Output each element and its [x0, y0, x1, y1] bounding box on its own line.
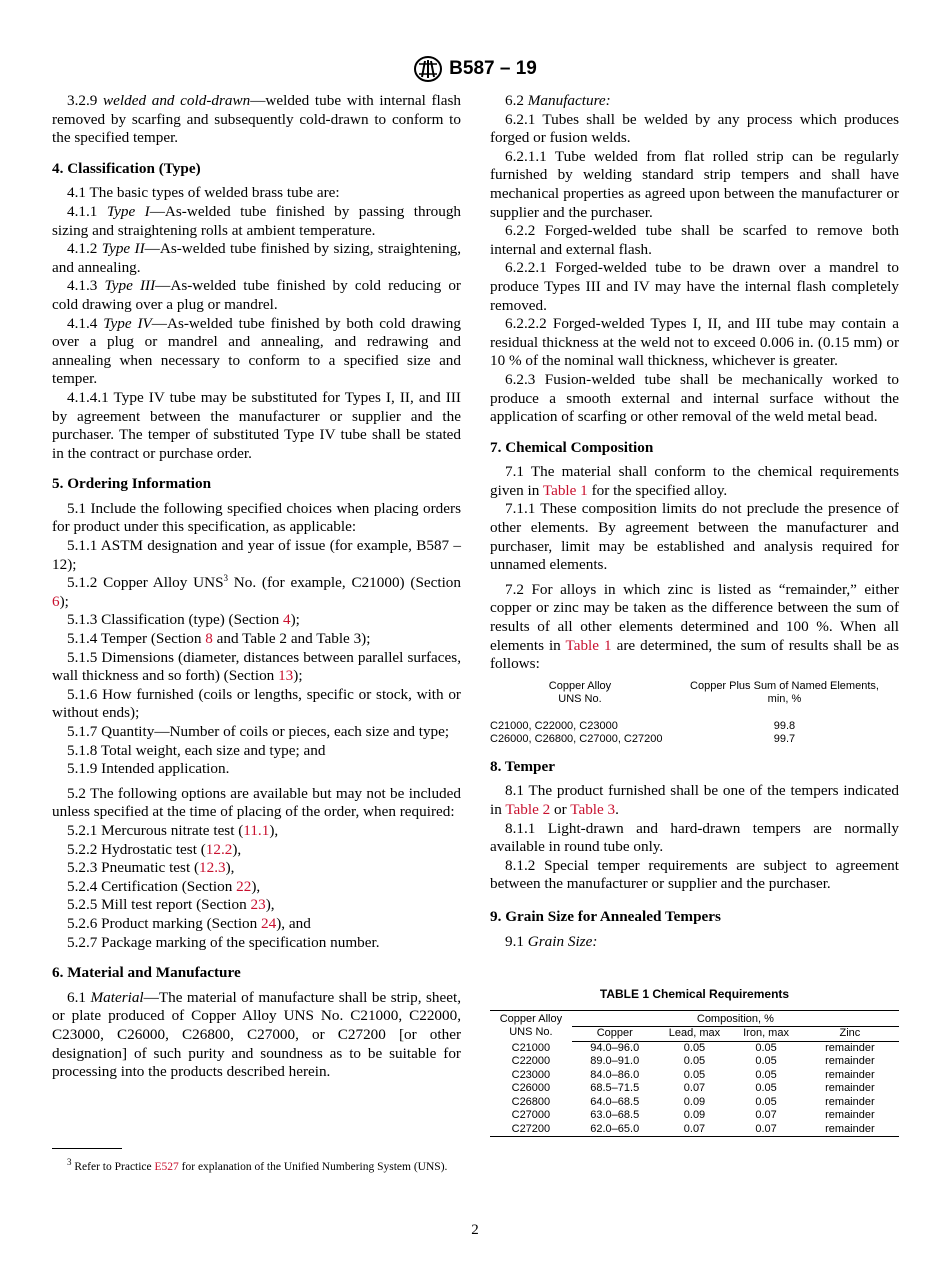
- paragraph-6-2-1: 6.2.1 Tubes shall be welded by any process which produces forged or fusion welds.: [490, 110, 899, 147]
- table-1-link[interactable]: Table 1: [542, 481, 588, 499]
- paragraph-4-1: 4.1 The basic types of welded brass tube are:: [67, 184, 340, 202]
- paragraph-5-2-4: 5.2.4 Certification (Section 22),: [67, 877, 261, 895]
- cell-zinc: remainder: [825, 1082, 875, 1095]
- right-column: [490, 92, 899, 1137]
- table-row: [490, 1055, 899, 1069]
- paragraph-5-1-7: 5.1.7 Quantity—Number of coils or pieces, each size and type;: [67, 723, 450, 740]
- cell-uns: C21000: [511, 1041, 551, 1054]
- paragraph-4-1-1: 4.1.1 Type I—As-welded tube finished by passing through sizing and straightening rolls at ambient temperature.: [52, 202, 462, 239]
- chemical-requirements-table: [490, 1010, 899, 1138]
- cell-copper: 62.0–65.0: [590, 1122, 640, 1135]
- section-8-link[interactable]: 8: [205, 630, 213, 648]
- document-designation: B587 – 19: [449, 58, 537, 79]
- cell-iron: 0.07: [755, 1109, 777, 1122]
- paragraph-8-1-1: 8.1.1 Light-drawn and hard-drawn tempers are normally available in round tube only.: [490, 819, 899, 856]
- cell-uns: C27000: [511, 1109, 551, 1122]
- cell-copper: 64.0–68.5: [590, 1095, 640, 1108]
- cell-iron: 0.07: [755, 1122, 777, 1135]
- paragraph-5-1-2: 5.1.2 Copper Alloy UNS$^3$ No. (for example, C21000) (Section 6);: [52, 573, 461, 610]
- paragraph-5-1-8: 5.1.8 Total weight, each size and type; and: [67, 741, 326, 759]
- table-1-link-2[interactable]: Table 1: [565, 636, 612, 654]
- table-row: [490, 1069, 899, 1083]
- paragraph-5-1: 5.1 Include the following specified choices when placing orders for product under this specification, as applicable:: [52, 499, 461, 536]
- cell-iron: 0.05: [755, 1095, 777, 1108]
- paragraph-5-2-3: 5.2.3 Pneumatic test (12.3),: [67, 859, 235, 877]
- cell-copper: 84.0–86.0: [590, 1068, 640, 1081]
- cell-zinc: remainder: [825, 1122, 875, 1135]
- cell-lead: 0.09: [683, 1109, 706, 1122]
- paragraph-4-1-4: 4.1.4 Type IV—As-welded tube finished by both cold drawing over a plug or mandrel and annealing, and redrawing and annealing when necessary to conform to a specified size and temper.: [52, 314, 461, 388]
- paragraph-6-2-3: 6.2.3 Fusion-welded tube shall be mechanically worked to produce a smooth external and internal surface without the application of scarfing or other removal of the weld metal bead.: [490, 370, 899, 426]
- section-heading-6: 6. Material and Manufacture: [52, 964, 241, 982]
- cell-lead: 0.05: [683, 1068, 706, 1081]
- cell-lead: 0.05: [683, 1055, 706, 1068]
- cell-lead: 0.05: [683, 1041, 706, 1054]
- table-3-link[interactable]: Table 3: [570, 801, 616, 818]
- left-column: [52, 92, 461, 1082]
- paragraph-5-1-6: 5.1.6 How furnished (coils or lengths, specific or stock, with or without ends);: [52, 685, 461, 722]
- cell-zinc: remainder: [825, 1041, 875, 1054]
- header-lead: Lead, max: [658, 1027, 732, 1042]
- cell-copper: 94.0–96.0: [590, 1041, 640, 1054]
- paragraph-6-2-2-1: 6.2.2.1 Forged-welded tube to be drawn over a mandrel to produce Types III and IV may have the internal flash completely removed.: [490, 259, 899, 314]
- cell-uns: C26800: [511, 1095, 551, 1108]
- cell-lead: 0.07: [683, 1122, 706, 1135]
- section-heading-4: 4. Classification (Type): [52, 159, 201, 177]
- paragraph-5-2: 5.2 The following options are available but may not be included unless specified at the time of placing of the order, when required:: [52, 784, 461, 821]
- e527-link[interactable]: E527: [154, 1161, 179, 1173]
- section-22-link[interactable]: 22: [236, 877, 252, 895]
- table-header-row: Copper Alloy UNS No. Copper Plus Sum of Named Elements, min, %: [548, 679, 879, 705]
- table-row: [490, 1041, 899, 1055]
- paragraph-3-2-9: 3.2.9 welded and cold-drawn—welded tube with internal flash removed by scarfing and subsequently cold-drawn to conform to the specified temper.: [52, 92, 461, 147]
- astm-logo-icon: [413, 55, 443, 83]
- paragraph-5-2-2: 5.2.2 Hydrostatic test (12.2),: [67, 840, 242, 858]
- paragraph-8-1-2: 8.1.2 Special temper requirements are subject to agreement between the manufacturer or supplier and the purchaser.: [490, 856, 899, 893]
- section-13-link[interactable]: 13: [278, 667, 294, 685]
- paragraph-7-1: 7.1 The material shall conform to the chemical requirements given in Table 1 for the specified alloy.: [490, 463, 899, 499]
- cell-zinc: remainder: [825, 1095, 875, 1108]
- section-11-1-link[interactable]: 11.1: [243, 821, 270, 839]
- header-composition: Composition, %: [572, 1010, 899, 1027]
- cell-copper: 63.0–68.5: [590, 1109, 640, 1122]
- header-copper: Copper: [572, 1027, 658, 1042]
- table-row: [490, 1109, 899, 1123]
- cell-zinc: remainder: [825, 1055, 875, 1068]
- table-row: [490, 1096, 899, 1110]
- table-body: [490, 1041, 899, 1137]
- paragraph-6-2-1-1: 6.2.1.1 Tube welded from flat rolled strip can be regularly furnished by welding standard strip tempers and shall have mechanical properties as agreed upon between the manufacturer or supplier and the purchaser.: [490, 147, 899, 221]
- paragraph-8-1: 8.1 The product furnished shall be one of the tempers indicated in Table 2 or Table 3.: [490, 782, 899, 818]
- cell-uns: C27200: [511, 1122, 551, 1135]
- table-row: C21000, C22000, C23000 99.8: [490, 719, 796, 732]
- cell-iron: 0.05: [755, 1082, 777, 1095]
- section-heading-5: 5. Ordering Information: [52, 475, 212, 493]
- cell-copper: 89.0–91.0: [590, 1055, 640, 1068]
- paragraph-6-1: 6.1 Material—The material of manufacture shall be strip, sheet, or plate produced of Copper Alloy UNS No. C21000, C22000, C23000, C26000, C26800, C27000, or C27200 [or other designation] of such purity and soundness as to be suitable for processing into the products described herein.: [52, 988, 462, 1081]
- cell-zinc: remainder: [825, 1068, 875, 1081]
- cell-uns: C22000: [511, 1055, 551, 1068]
- paragraph-6-2-2: 6.2.2 Forged-welded tube shall be scarfed to remove both internal and external flash.: [490, 222, 899, 258]
- paragraph-5-1-5: 5.1.5 Dimensions (diameter, distances between parallel surfaces, wall thickness and so forth) (Section 13);: [52, 648, 461, 685]
- paragraph-4-1-3: 4.1.3 Type III—As-welded tube finished by cold reducing or cold drawing over a plug or mandrel.: [52, 277, 461, 313]
- cell-uns: C23000: [511, 1068, 551, 1081]
- cell-uns: C26000: [511, 1082, 551, 1095]
- cell-lead: 0.07: [683, 1082, 706, 1095]
- paragraph-5-2-1: 5.2.1 Mercurous nitrate test (11.1),: [67, 821, 279, 839]
- paragraph-5-2-7: 5.2.7 Package marking of the specification number.: [67, 933, 380, 951]
- cell-iron: 0.05: [755, 1068, 777, 1081]
- header-iron: Iron, max: [731, 1027, 801, 1042]
- header-uns: Copper Alloy UNS No.: [499, 1012, 563, 1039]
- table-row: [490, 1123, 899, 1137]
- paragraph-5-2-6: 5.2.6 Product marking (Section 24), and: [67, 914, 311, 932]
- cell-zinc: remainder: [825, 1109, 875, 1122]
- section-23-link[interactable]: 23: [250, 896, 266, 914]
- section-12-2-link[interactable]: 12.2: [205, 840, 233, 858]
- paragraph-5-2-5: 5.2.5 Mill test report (Section 23),: [67, 896, 275, 914]
- table-row: C26000, C26800, C27000, C27200 99.7: [490, 732, 796, 745]
- section-24-link[interactable]: 24: [261, 914, 277, 932]
- footnote-3: $^3$ Refer to Practice E527 for explanation of the Unified Numbering System (UNS).: [67, 1157, 448, 1173]
- paragraph-7-1-1: 7.1.1 These composition limits do not preclude the presence of other elements. By agreement between the manufacturer and purchaser, limit may be established and analysis required for unnamed elements.: [490, 500, 899, 574]
- section-heading-9: 9. Grain Size for Annealed Tempers: [490, 907, 721, 925]
- paragraph-5-1-4: 5.1.4 Temper (Section 8 and Table 2 and Table 3);: [67, 630, 371, 648]
- paragraph-7-2: 7.2 For alloys in which zinc is listed as “remainder,” either copper or zinc may be taken as the difference between the sum of results of all other elements determined and 100 %. When all elements in Table 1 are determined, the sum of results shall be as follows:: [490, 580, 899, 673]
- paragraph-5-1-1: 5.1.1 ASTM designation and year of issue (for example, B587 – 12);: [52, 537, 461, 573]
- footnote-rule: [52, 1148, 122, 1149]
- cell-copper: 68.5–71.5: [590, 1082, 640, 1095]
- paragraph-6-2: 6.2 Manufacture:: [505, 92, 611, 109]
- section-4-link[interactable]: 4: [282, 611, 291, 629]
- paragraph-6-2-2-2: 6.2.2.2 Forged-welded Types I, II, and III tube may contain a residual thickness at the weld not to exceed 0.006 in. (0.15 mm) or 10 % of the nominal wall thickness, whichever is greater.: [490, 315, 899, 370]
- cell-iron: 0.05: [755, 1055, 777, 1068]
- cell-lead: 0.09: [683, 1095, 706, 1108]
- table-1-caption: TABLE 1 Chemical Requirements: [599, 987, 790, 1002]
- page-number: 2: [471, 1222, 479, 1238]
- paragraph-4-1-4-1: 4.1.4.1 Type IV tube may be substituted for Types I, II, and III by agreement between the manufacturer or supplier and the purchaser. The temper of substituted Type IV tube shall be stated in the contract or purchase order.: [52, 388, 461, 462]
- table-header-row: [490, 1010, 899, 1027]
- paragraph-9-1: 9.1 Grain Size:: [505, 932, 598, 950]
- paragraph-4-1-2: 4.1.2 Type II—As-welded tube finished by sizing, straightening, and annealing.: [52, 240, 462, 276]
- copper-sum-table: [490, 680, 899, 746]
- paragraph-5-1-9: 5.1.9 Intended application.: [67, 760, 230, 778]
- section-12-3-link[interactable]: 12.3: [199, 859, 226, 877]
- section-heading-7: 7. Chemical Composition: [490, 438, 654, 456]
- section-6-link[interactable]: 6: [52, 592, 60, 610]
- table-row: [490, 1082, 899, 1096]
- header-zinc: Zinc: [801, 1027, 899, 1042]
- section-heading-8: 8. Temper: [490, 757, 555, 775]
- table-2-link[interactable]: Table 2: [505, 801, 551, 818]
- cell-iron: 0.05: [755, 1041, 777, 1054]
- paragraph-5-1-3: 5.1.3 Classification (type) (Section 4);: [67, 611, 300, 629]
- page-header: [0, 54, 950, 84]
